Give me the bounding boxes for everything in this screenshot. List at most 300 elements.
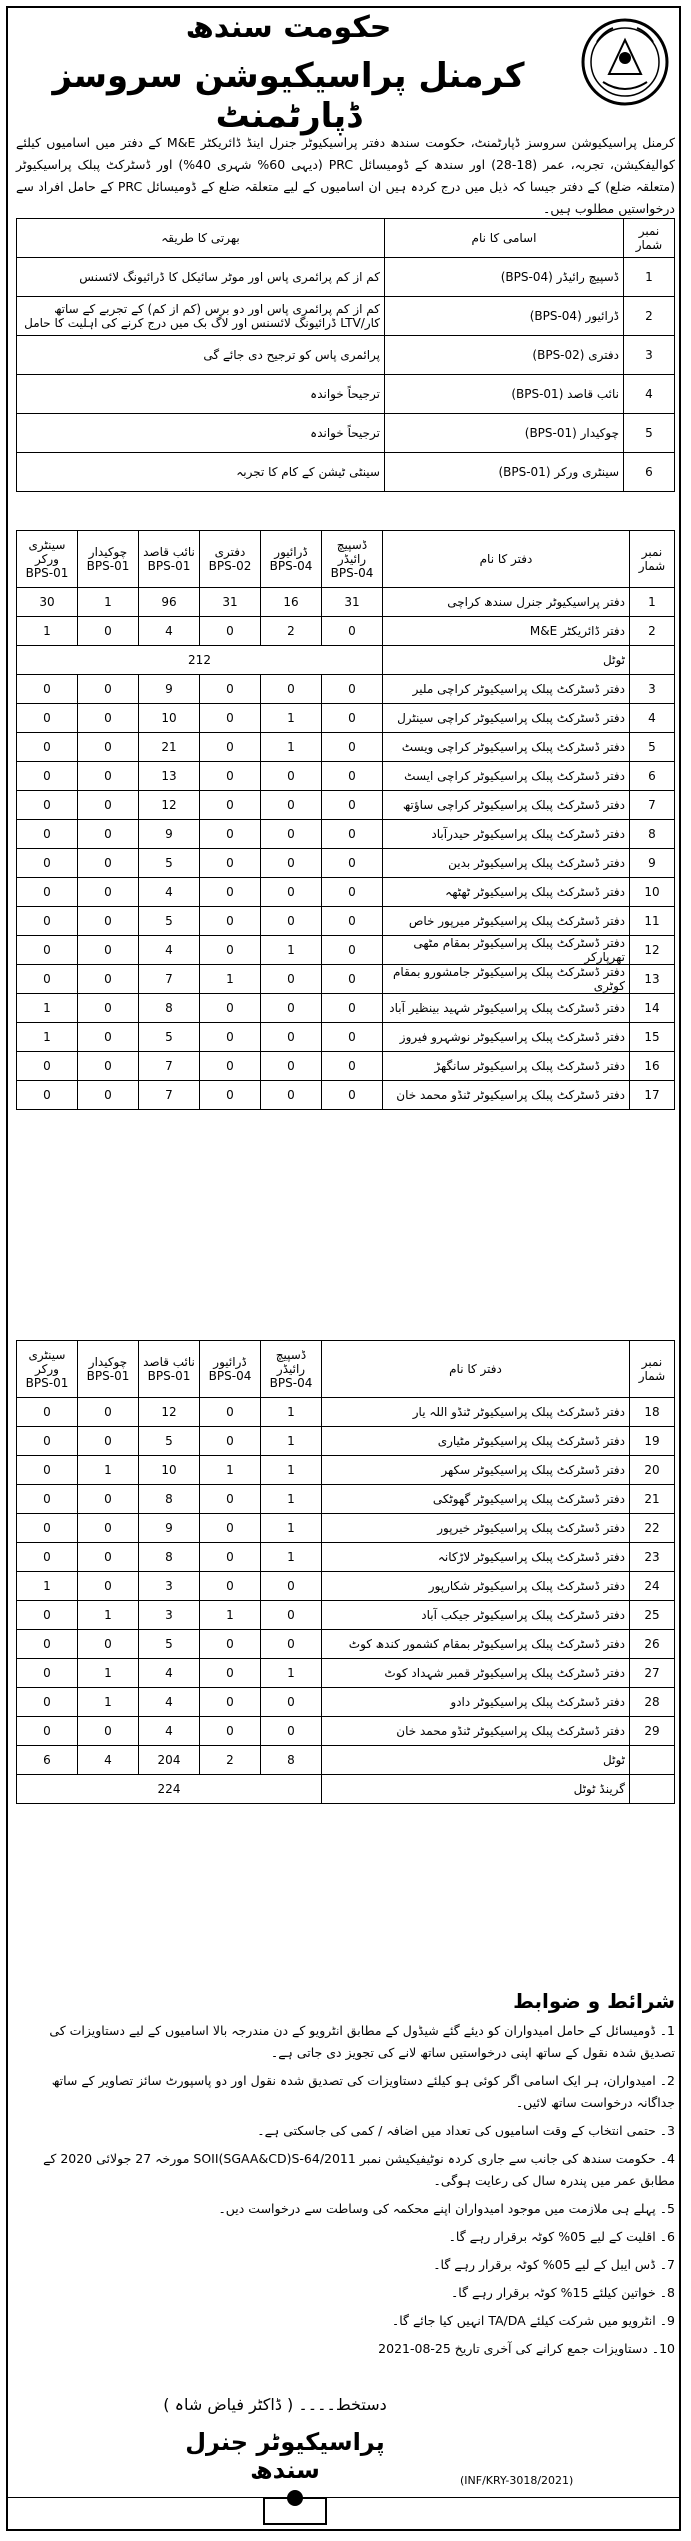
col-header-post [200, 531, 261, 588]
col-header-post [17, 531, 78, 588]
table-row [17, 1543, 675, 1572]
row-value: 1 [261, 1543, 322, 1572]
table-row [17, 1630, 675, 1659]
row-value: 0 [322, 849, 383, 878]
row-serial: 29 [630, 1717, 675, 1746]
row-value: 0 [17, 1601, 78, 1630]
row-value: 0 [17, 733, 78, 762]
sindh-emblem-icon [579, 12, 671, 112]
row-value: 0 [322, 791, 383, 820]
row-value: 0 [17, 907, 78, 936]
row-office: دفتر ڈسٹرکٹ پبلک پراسیکیوٹر قمبر شہداد کوٹ [322, 1659, 630, 1688]
row-serial: 17 [630, 1081, 675, 1110]
row-value: 0 [261, 1023, 322, 1052]
row-value: 0 [200, 1514, 261, 1543]
row-value: 13 [139, 762, 200, 791]
row-value: 0 [17, 762, 78, 791]
row-value: 0 [261, 1081, 322, 1110]
row-value: 1 [261, 1456, 322, 1485]
term-item: 3۔ حتمی انتخاب کے وقت اسامیوں کی تعداد میں اضافہ / کمی کی جاسکتی ہے۔ [257, 2123, 675, 2138]
col-header-post [78, 1341, 139, 1398]
row-serial: 28 [630, 1688, 675, 1717]
row-value: 4 [139, 878, 200, 907]
total-value: 2 [200, 1746, 261, 1775]
row-value: 8 [139, 1485, 200, 1514]
row-value: 0 [17, 1543, 78, 1572]
row-office: دفتر ڈسٹرکٹ پبلک پراسیکیوٹر جامشورو بمقام کوٹری [383, 965, 630, 994]
row-value: 0 [17, 849, 78, 878]
row-value: 0 [200, 791, 261, 820]
row-value: 0 [200, 675, 261, 704]
row-value: 1 [17, 617, 78, 646]
term-item: 8۔ خواتین کیلئے 15% کوٹہ برقرار رہے گا۔ [450, 2285, 675, 2300]
row-value: 4 [139, 617, 200, 646]
table-row [17, 1398, 675, 1427]
row-value: 0 [78, 878, 139, 907]
row-value: 0 [200, 936, 261, 965]
term-item: 7۔ ڈس ایبل کے لیے 05% کوٹہ برقرار رہے گا۔ [433, 2257, 675, 2272]
row-value: 0 [322, 994, 383, 1023]
table-row [17, 733, 675, 762]
row-value: 0 [322, 675, 383, 704]
col-header-bps: BPS-04 [330, 566, 374, 580]
row-value: 5 [139, 849, 200, 878]
row-value: 4 [139, 1717, 200, 1746]
row-value: 0 [17, 1052, 78, 1081]
row-value: 0 [261, 762, 322, 791]
signature-title: پراسیکیوٹر جنرل سندھ [185, 2428, 385, 2484]
table-row [17, 1081, 675, 1110]
table-row [17, 1052, 675, 1081]
row-value: 0 [17, 965, 78, 994]
table-row [17, 907, 675, 936]
row-value: 0 [261, 1052, 322, 1081]
row-value: 5 [139, 1630, 200, 1659]
col-header-office: دفتر کا نام [383, 531, 630, 588]
reference-number: (INF/KRY-3018/2021) [460, 2474, 574, 2487]
row-value: 1 [17, 1572, 78, 1601]
col-header-bps: BPS-01 [147, 1369, 191, 1383]
term-item: 1۔ ڈومیسائل کے حامل امیدواران کو دیئے گئے شیڈول کے مطابق انٹرویو کے دن مندرجہ بالا اسامیوں کے لیے دستاویزات کی تصدیق شدہ نقول کے ساتھ اپنی درخواستیں ساتھ لانے کی تجویز دی جاتی ہے۔ [49, 2023, 675, 2060]
post-serial: 4 [624, 375, 675, 414]
row-value: 0 [78, 704, 139, 733]
subtotal-row [17, 646, 675, 675]
row-value: 0 [200, 849, 261, 878]
row-value: 0 [322, 1081, 383, 1110]
footer-strip [6, 2497, 681, 2532]
row-value: 3 [139, 1601, 200, 1630]
post-name: دفتری (BPS-02) [385, 336, 624, 375]
row-value: 0 [17, 936, 78, 965]
row-value: 1 [200, 1601, 261, 1630]
row-serial: 13 [630, 965, 675, 994]
table-row [17, 820, 675, 849]
row-value: 1 [78, 1659, 139, 1688]
subtotal-label: ٹوٹل [383, 646, 630, 675]
row-value: 0 [78, 617, 139, 646]
post-name: نائب قاصد (BPS-01) [385, 375, 624, 414]
row-value: 0 [200, 733, 261, 762]
total-label: ٹوٹل [322, 1746, 630, 1775]
row-value: 1 [78, 1456, 139, 1485]
table-row [17, 675, 675, 704]
table-row [17, 965, 675, 994]
row-value: 0 [17, 1717, 78, 1746]
grand-total-value: 224 [17, 1775, 322, 1804]
row-value: 4 [139, 936, 200, 965]
row-serial: 19 [630, 1427, 675, 1456]
row-value: 3 [139, 1572, 200, 1601]
row-value: 5 [139, 907, 200, 936]
row-office: دفتر ڈسٹرکٹ پبلک پراسیکیوٹر ٹنڈو محمد خان [383, 1081, 630, 1110]
grand-total-label: گرینڈ ٹوٹل [322, 1775, 630, 1804]
row-value: 0 [200, 1688, 261, 1717]
table-row [17, 1456, 675, 1485]
posts-table [16, 218, 675, 492]
row-value: 96 [139, 588, 200, 617]
posts-row [17, 375, 675, 414]
table-row [17, 588, 675, 617]
row-value: 0 [200, 1630, 261, 1659]
row-value: 0 [200, 994, 261, 1023]
col-header-post [200, 1341, 261, 1398]
table-row [17, 791, 675, 820]
row-serial: 2 [630, 617, 675, 646]
row-serial: 9 [630, 849, 675, 878]
row-serial: 4 [630, 704, 675, 733]
posts-row [17, 258, 675, 297]
row-value: 1 [17, 1023, 78, 1052]
col-header-post-name: دفتری [214, 545, 246, 559]
row-value: 0 [78, 1572, 139, 1601]
term-item: 9۔ انٹرویو میں شرکت کیلئے TA/DA انہیں کیا جائے گا۔ [391, 2313, 675, 2328]
col-header-post [261, 1341, 322, 1398]
row-value: 1 [261, 1514, 322, 1543]
row-value: 0 [78, 849, 139, 878]
row-serial: 10 [630, 878, 675, 907]
table-row [17, 762, 675, 791]
table-row [17, 994, 675, 1023]
row-value: 0 [17, 1398, 78, 1427]
col-header-bps: BPS-04 [269, 1376, 313, 1390]
col-header-post-name: سینٹری ورکر [28, 538, 66, 566]
col-header-post-name: ڈسپیچ رائیڈر [336, 538, 368, 566]
table-row [17, 1688, 675, 1717]
row-value: 1 [261, 1485, 322, 1514]
row-value: 0 [322, 820, 383, 849]
total-row [17, 1746, 675, 1775]
row-value: 0 [17, 1630, 78, 1659]
row-value: 0 [322, 733, 383, 762]
row-office: دفتر ڈسٹرکٹ پبلک پراسیکیوٹر لاڑکانہ [322, 1543, 630, 1572]
table-row [17, 1485, 675, 1514]
row-value: 16 [261, 588, 322, 617]
row-office: دفتر ڈسٹرکٹ پبلک پراسیکیوٹر بمقام کشمور کندھ کوٹ [322, 1630, 630, 1659]
government-title: حکومت سندھ [185, 10, 392, 45]
row-value: 0 [17, 791, 78, 820]
row-serial: 3 [630, 675, 675, 704]
row-office: دفتر پراسیکیوٹر جنرل سندھ کراچی [383, 588, 630, 617]
row-office: دفتر ڈسٹرکٹ پبلک پراسیکیوٹر کراچی ساؤتھ [383, 791, 630, 820]
row-value: 8 [139, 994, 200, 1023]
offices-table-2 [16, 1340, 675, 1804]
row-value: 0 [200, 1427, 261, 1456]
col-header-post [17, 1341, 78, 1398]
post-name: ڈرائیور (BPS-04) [385, 297, 624, 336]
row-office: دفتر ڈسٹرکٹ پبلک پراسیکیوٹر سکھر [322, 1456, 630, 1485]
table-row [17, 849, 675, 878]
col-header-bps: BPS-04 [208, 1369, 252, 1383]
row-value: 0 [17, 1485, 78, 1514]
post-method: ترجیحاً خواندہ [17, 375, 385, 414]
row-value: 0 [78, 936, 139, 965]
term-item: 2۔ امیدواران، ہر ایک اسامی اگر کوئی ہو کیلئے دستاویزات کی تصدیق شدہ نقول اور دو پاسپورٹ سائز تصاویر کے ساتھ جداگانہ درخواست ساتھ لائیں۔ [51, 2073, 675, 2110]
row-value: 0 [78, 1485, 139, 1514]
col-header-bps: BPS-02 [208, 559, 252, 573]
row-serial: 12 [630, 936, 675, 965]
row-office: دفتر ڈسٹرکٹ پبلک پراسیکیوٹر گھوٹکی [322, 1485, 630, 1514]
row-value: 0 [78, 1630, 139, 1659]
row-value: 0 [322, 1052, 383, 1081]
row-value: 0 [78, 675, 139, 704]
row-serial: 21 [630, 1485, 675, 1514]
col-header-post-name: چوکیدار [88, 545, 128, 559]
row-value: 0 [200, 1023, 261, 1052]
col-header-bps: BPS-01 [86, 559, 130, 573]
col-header-bps: BPS-01 [86, 1369, 130, 1383]
row-value: 2 [261, 617, 322, 646]
total-value: 204 [139, 1746, 200, 1775]
terms-title: شرائط و ضوابط [513, 1989, 675, 2013]
col-header-method: بھرتی کا طریقہ [17, 219, 385, 258]
table-row [17, 617, 675, 646]
row-value: 0 [17, 704, 78, 733]
table-row [17, 1572, 675, 1601]
row-value: 0 [200, 1659, 261, 1688]
term-item: 10۔ دستاویزات جمع کرانے کی آخری تاریخ 25-08-2021 [378, 2341, 675, 2356]
post-method: کم از کم پرائمری پاس اور دو برس (کم از کم) کے تجربے کے ساتھ کار/LTV ڈرائیونگ لائسنس اور لاگ بک میں درج کرنے کی اہلیت کا حامل [17, 297, 385, 336]
row-serial: 20 [630, 1456, 675, 1485]
signature-name: دستخط۔۔۔۔ ( ڈاکٹر فیاض شاہ ) [163, 2395, 387, 2414]
table-row [17, 1717, 675, 1746]
row-value: 1 [200, 1456, 261, 1485]
col-header-bps: BPS-01 [25, 1376, 69, 1390]
row-value: 0 [78, 733, 139, 762]
row-value: 1 [17, 994, 78, 1023]
row-value: 5 [139, 1023, 200, 1052]
row-value: 0 [17, 675, 78, 704]
table-row [17, 1427, 675, 1456]
col-header-serial: نمبر شمار [630, 1341, 675, 1398]
posts-row [17, 297, 675, 336]
row-value: 0 [200, 1398, 261, 1427]
row-value: 0 [322, 1023, 383, 1052]
col-header-office: دفتر کا نام [322, 1341, 630, 1398]
post-name: ڈسپیچ رائیڈر (BPS-04) [385, 258, 624, 297]
col-header-post [322, 531, 383, 588]
row-value: 0 [200, 820, 261, 849]
row-value: 0 [261, 1688, 322, 1717]
row-value: 0 [261, 1630, 322, 1659]
row-office: دفتر ڈسٹرکٹ پبلک پراسیکیوٹر ٹھٹھہ [383, 878, 630, 907]
row-value: 10 [139, 1456, 200, 1485]
col-header-post-name: ڈرائیور [274, 545, 308, 559]
row-value: 0 [200, 762, 261, 791]
row-value: 5 [139, 1427, 200, 1456]
offices-table-1 [16, 530, 675, 1110]
row-value: 1 [261, 1427, 322, 1456]
row-office: دفتر ڈسٹرکٹ پبلک پراسیکیوٹر نوشہرو فیروز [383, 1023, 630, 1052]
row-value: 0 [261, 1572, 322, 1601]
post-method: سینٹی ٹیشن کے کام کا تجربہ [17, 453, 385, 492]
row-value: 0 [17, 878, 78, 907]
row-office: دفتر ڈسٹرکٹ پبلک پراسیکیوٹر کراچی ملیر [383, 675, 630, 704]
col-header-post [78, 531, 139, 588]
row-value: 0 [17, 820, 78, 849]
row-office: دفتر ڈسٹرکٹ پبلک پراسیکیوٹر ٹنڈو اللہ یار [322, 1398, 630, 1427]
post-serial: 6 [624, 453, 675, 492]
row-office: دفتر ڈسٹرکٹ پبلک پراسیکیوٹر کراچی ویسٹ [383, 733, 630, 762]
col-header-post-name: ڈسپیچ رائیڈر [275, 1348, 307, 1376]
term-item: 4۔ حکومت سندھ کی جانب سے جاری کردہ نوٹیفیکیشن نمبر SOII(SGAA&CD)S-64/2011 مورخہ 27 جولائی 2020 کے مطابق عمر میں پندرہ سال کی رعایت ہوگی۔ [43, 2151, 675, 2188]
row-value: 0 [261, 878, 322, 907]
row-office: دفتر ڈسٹرکٹ پبلک پراسیکیوٹر بدین [383, 849, 630, 878]
row-value: 0 [17, 1514, 78, 1543]
row-value: 0 [17, 1081, 78, 1110]
row-serial: 11 [630, 907, 675, 936]
row-value: 0 [261, 1601, 322, 1630]
table-row [17, 1659, 675, 1688]
row-value: 10 [139, 704, 200, 733]
row-value: 0 [17, 1688, 78, 1717]
row-office: دفتر ڈسٹرکٹ پبلک پراسیکیوٹر ٹنڈو محمد خان [322, 1717, 630, 1746]
row-value: 0 [200, 1052, 261, 1081]
row-value: 0 [78, 1717, 139, 1746]
row-serial: 1 [630, 588, 675, 617]
post-method: ترجیحاً خواندہ [17, 414, 385, 453]
row-serial: 27 [630, 1659, 675, 1688]
row-office: دفتر ڈسٹرکٹ پبلک پراسیکیوٹر جیکب آباد [322, 1601, 630, 1630]
row-serial: 26 [630, 1630, 675, 1659]
term-item: 5۔ پہلے ہی ملازمت میں موجود امیدواران اپنے محکمہ کی وساطت سے درخواست دیں۔ [218, 2201, 675, 2216]
row-value: 9 [139, 675, 200, 704]
row-office: دفتر ڈسٹرکٹ پبلک پراسیکیوٹر حیدرآباد [383, 820, 630, 849]
col-header-post [139, 1341, 200, 1398]
post-serial: 2 [624, 297, 675, 336]
row-value: 0 [78, 1514, 139, 1543]
terms-section [16, 1990, 675, 2366]
intro-paragraph: کرمنل پراسیکیوشن سروسز ڈپارٹمنٹ، حکومت سندھ دفتر پراسیکیوٹر جنرل اینڈ ڈائریکٹر M&E کے دفتر میں اسامیوں کیلئے کوالیفکیشن، تجربہ، عمر (18-28) اور سندھ کے ڈومیسائل PRC (دیہی 60% شہری 40%) اور ڈسٹرکٹ پبلک پراسیکیوٹر (متعلقہ ضلع) کے دفتر جیسا کہ ذیل میں درج کردہ ہیں ان اسامیوں کے لیے متعلقہ ضلع کے ڈومیسائل PRC کے حامل افراد سے درخواستیں مطلوب ہیں۔ [16, 135, 675, 216]
row-value: 0 [78, 1427, 139, 1456]
row-value: 0 [200, 1717, 261, 1746]
row-value: 0 [78, 820, 139, 849]
header [6, 6, 681, 136]
table-row [17, 878, 675, 907]
row-value: 7 [139, 1052, 200, 1081]
footer-logo-icon [260, 2488, 330, 2530]
row-value: 1 [261, 1398, 322, 1427]
table-row [17, 936, 675, 965]
row-serial: 22 [630, 1514, 675, 1543]
post-name: سینٹری ورکر (BPS-01) [385, 453, 624, 492]
row-serial: 14 [630, 994, 675, 1023]
col-header-bps: BPS-04 [269, 559, 313, 573]
term-item: 6۔ اقلیت کے لیے 05% کوٹہ برقرار رہے گا۔ [448, 2229, 675, 2244]
row-value: 0 [322, 936, 383, 965]
row-office: دفتر ڈسٹرکٹ پبلک پراسیکیوٹر بمقام مٹھی تھرپارکر [383, 936, 630, 965]
row-value: 0 [322, 907, 383, 936]
col-header-serial: نمبر شمار [630, 531, 675, 588]
col-header-post-name: چوکیدار [88, 1355, 128, 1369]
row-serial: 25 [630, 1601, 675, 1630]
row-value: 0 [322, 762, 383, 791]
row-value: 0 [78, 1052, 139, 1081]
total-value: 4 [78, 1746, 139, 1775]
row-value: 0 [322, 965, 383, 994]
row-office: دفتر ڈسٹرکٹ پبلک پراسیکیوٹر شہید بینظیر آباد [383, 994, 630, 1023]
row-serial: 8 [630, 820, 675, 849]
row-office: دفتر ڈائریکٹر M&E [383, 617, 630, 646]
col-header-post: اسامی کا نام [385, 219, 624, 258]
row-value: 1 [261, 936, 322, 965]
col-header-post-name: سینٹری ورکر [28, 1348, 66, 1376]
col-header-post [139, 531, 200, 588]
row-value: 0 [78, 965, 139, 994]
row-value: 0 [17, 1456, 78, 1485]
row-value: 31 [200, 588, 261, 617]
row-value: 0 [200, 1081, 261, 1110]
row-value: 1 [261, 733, 322, 762]
row-value: 7 [139, 1081, 200, 1110]
row-value: 9 [139, 820, 200, 849]
row-value: 0 [78, 791, 139, 820]
row-value: 12 [139, 791, 200, 820]
table-row [17, 1514, 675, 1543]
post-method: پرائمری پاس کو ترجیح دی جائے گی [17, 336, 385, 375]
row-value: 0 [200, 1485, 261, 1514]
col-header-post-name: ڈرائیور [213, 1355, 247, 1369]
row-value: 0 [322, 704, 383, 733]
row-value: 0 [78, 1543, 139, 1572]
row-value: 0 [261, 907, 322, 936]
row-value: 30 [17, 588, 78, 617]
table-row [17, 704, 675, 733]
row-value: 0 [322, 878, 383, 907]
row-value: 0 [78, 1081, 139, 1110]
row-office: دفتر ڈسٹرکٹ پبلک پراسیکیوٹر میرپور خاص [383, 907, 630, 936]
total-value: 6 [17, 1746, 78, 1775]
row-value: 0 [200, 907, 261, 936]
row-value: 0 [200, 704, 261, 733]
row-value: 31 [322, 588, 383, 617]
col-header-post-name: نائب قاصد [143, 545, 195, 559]
row-serial: 5 [630, 733, 675, 762]
row-value: 12 [139, 1398, 200, 1427]
posts-row [17, 414, 675, 453]
post-serial: 3 [624, 336, 675, 375]
row-value: 1 [261, 1659, 322, 1688]
row-value: 8 [139, 1543, 200, 1572]
row-value: 0 [78, 907, 139, 936]
row-value: 0 [261, 791, 322, 820]
row-office: دفتر ڈسٹرکٹ پبلک پراسیکیوٹر شکارپور [322, 1572, 630, 1601]
row-value: 1 [261, 704, 322, 733]
row-office: دفتر ڈسٹرکٹ پبلک پراسیکیوٹر کراچی ایسٹ [383, 762, 630, 791]
row-value: 21 [139, 733, 200, 762]
row-value: 0 [261, 849, 322, 878]
row-value: 0 [261, 965, 322, 994]
post-serial: 1 [624, 258, 675, 297]
